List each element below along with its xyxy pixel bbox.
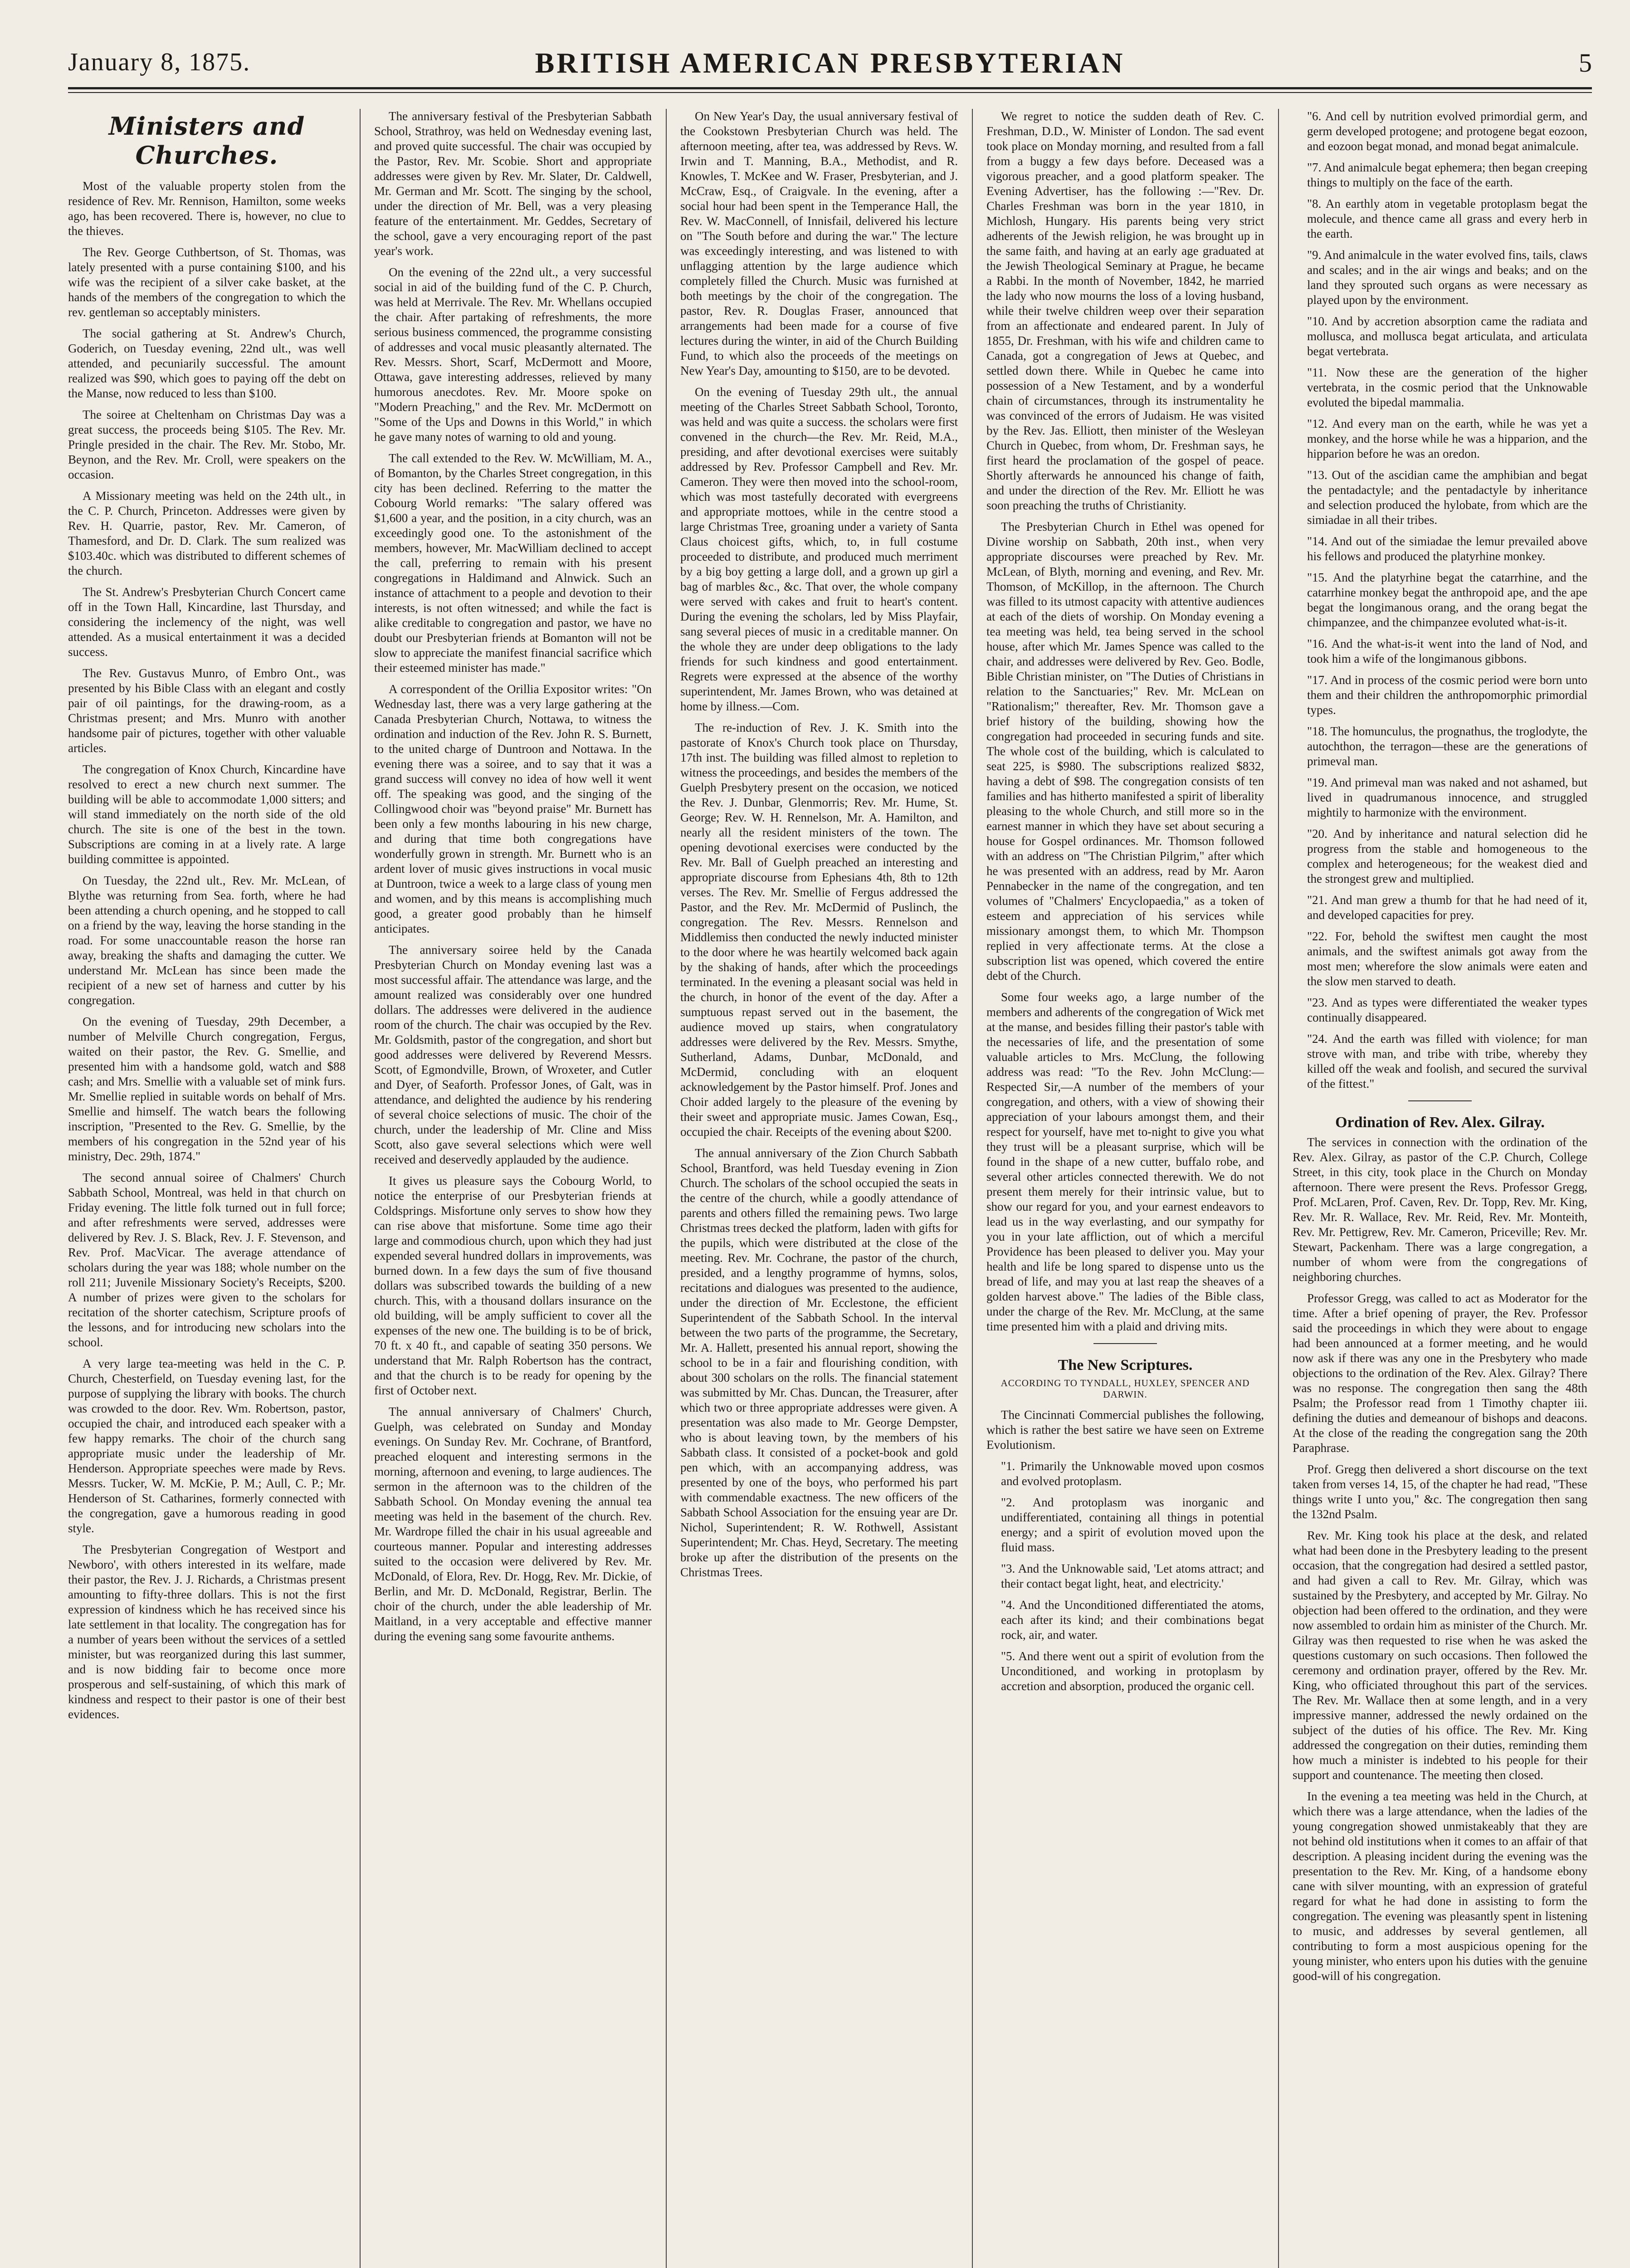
scripture-verse: "19. And primeval man was naked and not ashamed, but lived in quadrumanous innocence, and struggled mightily to harmonize with the environment. (1307, 776, 1587, 819)
scripture-verse: "4. And the Unconditioned differentiated the atoms, each after its kind; and their combinations begat rock, air, and water. (1001, 1598, 1264, 1642)
column-divider (1278, 109, 1279, 2268)
column-5 (1293, 109, 1587, 2268)
scripture-verse: "8. An earthly atom in vegetable protoplasm begat the molecule, and thence came all grass and every herb in the earth. (1307, 197, 1587, 240)
article-subheading: ACCORDING TO TYNDALL, HUXLEY, SPENCER AND DARWIN. (1000, 1378, 1250, 1400)
scripture-verse: "18. The homunculus, the prognathus, the troglodyte, the autochthon, the terragon—these are the generations of primeval man. (1307, 724, 1587, 768)
news-item: The anniversary soiree held by the Canada Presbyterian Church on Monday evening last was a most successful affair. The attendance was large, and the amount realized was considerably over one hundred dollars. The addresses were delivered in the audience room of the church. The chair was occupied by the Rev. Mr. Goldsmith, pastor of the congregation, and short but good addresses were delivered by Reverend Messrs. Scott, of Egmondville, Brown, of Wroxeter, and Cutler and Dyer, of Seaforth. Professor Jones, of Galt, was in attendance, and delighted the audience by his rendering of several choice selections of music. The choir of the church, under the leadership of Mr. Cline and Miss Scott, also gave several selections which were well received and deservedly applauded by the audience. (374, 943, 652, 1166)
scripture-verse: "16. And the what-is-it went into the land of Nod, and took him a wife of the longimanous gibbons. (1307, 637, 1587, 665)
news-item: On Tuesday, the 22nd ult., Rev. Mr. McLean, of Blythe was returning from Sea. forth, where he had been attending a church opening, and he stopped to call on a friend by the way, leaving the horse standing in the road. For some unaccountable reason the horse ran away, breaking the shafts and damaging the cutter. We understand Mr. McLean has since been made the recipient of a new set of harness and cutter by his congregation. (68, 874, 346, 1007)
news-item: The Rev. Gustavus Munro, of Embro Ont., was presented by his Bible Class with an elegant and costly pair of oil paintings, for the drawing-room, as a Christmas present; and Mrs. Munro with another handsome pair of pictures, together with other valuable articles. (68, 666, 346, 755)
scripture-verse: "2. And protoplasm was inorganic and undifferentiated, containing all things in potential energy; and a spirit of evolution moved upon the fluid mass. (1001, 1496, 1264, 1554)
scripture-verse: "5. And there went out a spirit of evolution from the Unconditioned, and working in protoplasm by accretion and absorption, produced the organic cell. (1001, 1649, 1264, 1693)
column-divider (972, 109, 973, 2268)
news-item: On the evening of Tuesday 29th ult., the annual meeting of the Charles Street Sabbath School, Toronto, was held and was quite a success. the scholars were first convened in the church—the Rev. Mr. Reid, M.A., presiding, and after devotional exercises were suitably addressed by Rev. Professor Campbell and Rev. Mr. Cameron. They were then moved into the school-room, which was most tastefully decorated with evergreens and appropriate mottoes, while in the centre stood a large Christmas Tree, groaning under a variety of Santa Claus choicest gifts, which, to, in full costume proceeded to distribute, and produced much merriment by a big boy getting a large doll, and a grown up girl a bag of marbles &c., &c. That over, the whole company were served with cakes and fruit to heart's content. During the evening the scholars, led by Miss Playfair, sang several pieces of music in a creditable manner. On the whole they are under deep obligations to the lady friends for such kindness and good entertainment. Regrets were expressed at the absence of the worthy superintendent, Mr. James Brown, who was detained at home by illness.—Com. (680, 385, 958, 713)
column-divider (666, 109, 667, 2268)
column-3 (680, 109, 958, 2268)
column-1 (68, 109, 346, 2268)
news-item: It gives us pleasure says the Cobourg World, to notice the enterprise of our Presbyterian friends at Coldsprings. Misfortune only serves to show how they can rise above that misfortune. Some time ago their large and commodious church, upon which they had just expended several hundred dollars in improvements, was burned down. In a few days the sum of five thousand dollars was subscribed towards the building of a new church. This, with a thousand dollars insurance on the old building, will be amply sufficient to cover all the expenses of the new one. The building is to be of brick, 70 ft. x 40 ft., and capable of seating 350 persons. We understand that Mr. Ralph Robertson has the contract, and that the church is to be ready for opening by the first of October next. (374, 1174, 652, 1397)
scripture-verse: "20. And by inheritance and natural selection did he progress from the stable and homogeneous to the complex and heterogeneous; for the weakest died and the strongest grew and multiplied. (1307, 827, 1587, 885)
scripture-verse: "12. And every man on the earth, while he was yet a monkey, and the horse while he was a hipparion, and the hipparion before he was an oredon. (1307, 417, 1587, 460)
news-item: Rev. Mr. King took his place at the desk, and related what had been done in the Presbytery leading to the present occasion, that the congregation had desired a settled pastor, and had given a call to Rev. Mr. Gilray, which was sustained by the Presbytery, and accepted by Mr. Gilray. No objection had been offered to the ordination, and they were now assembled to ordain him as minister of the Church. Mr. Gilray was then requested to rise when he was asked the questions customary on such occasions. Then followed the ceremony and ordination prayer, offered by the Rev. Mr. King, who officiated throughout this part of the services. The Rev. Mr. Wallace then at some length, and in a very impressive manner, addressed the newly ordained on the subject of the duties of his office. The Rev. Mr. King addressed the congregation on their duties, reminding them how much a minister is indebted to his people for their support and countenance. The meeting then closed. (1293, 1529, 1587, 1782)
scripture-verse: "6. And cell by nutrition evolved primordial germ, and germ developed protogene; and protogene begat eozoon, and eozoon begat monad, and monad begat animalcule. (1307, 109, 1587, 153)
news-item: A Missionary meeting was held on the 24th ult., in the C. P. Church, Princeton. Addresses were given by Rev. H. Quarrie, pastor, Rev. Mr. Cameron, of Thamesford, and Dr. D. Clark. The sum realized was $103.40c. which was distributed to different schemes of the church. (68, 489, 346, 577)
news-item: On New Year's Day, the usual anniversary festival of the Cookstown Presbyterian Church was held. The afternoon meeting, after tea, was addressed by Revs. W. Irwin and T. Manning, B.A., Methodist, and R. Knowles, T. McKee and W. Fraser, Presbyterian, and J. McCraw, Esq., of Craigvale. In the evening, after a social hour had been spent in the Temperance Hall, the Rev. W. MacConnell, of Innisfail, delivered his lecture on "The South before and during the war." The lecture was exceedingly interesting, and was listened to with unflagging attention by the large audience which completely filled the Church. Music was furnished at both meetings by the choir of the congregation. The pastor, Rev. R. Douglas Fraser, announced that arrangements had been made for a course of five lectures during the winter, in aid of the Church Building Fund, to which also the proceeds of the meetings on New Year's Day, amounting to $150, are to be devoted. (680, 109, 958, 377)
newspaper-title: BRITISH AMERICAN PRESBYTERIAN (535, 47, 1125, 79)
news-item: Most of the valuable property stolen from the residence of Rev. Mr. Rennison, Hamilton, some weeks ago, has been recovered. There is, however, no clue to the thieves. (68, 179, 346, 238)
page-number: 5 (1579, 48, 1592, 78)
article-heading: Ordination of Rev. Alex. Gilray. (1335, 1114, 1545, 1131)
scripture-verse: "11. Now these are the generation of the higher vertebrata, in the cosmic period that the Unknowable evoluted the bipedal mammalia. (1307, 366, 1587, 409)
news-item: The soiree at Cheltenham on Christmas Day was a great success, the proceeds being $105. The Rev. Mr. Pringle presided in the chair. The Rev. Mr. Stobo, Mr. Beynon, and the Rev. Mr. Croll, were speakers on the occasion. (68, 408, 346, 481)
masthead-rule (68, 87, 1592, 93)
news-item: The annual anniversary of Chalmers' Church, Guelph, was celebrated on Sunday and Monday evenings. On Sunday Rev. Mr. Cochrane, of Brantford, preached eloquent and interesting sermons in the morning, afternoon and evening, to large audiences. The sermon in the afternoon was to the children of the Sabbath School. On Monday evening the annual tea meeting was held in the basement of the church. Rev. Mr. Wardrope filled the chair in his usual agreeable and courteous manner. Popular and interesting addresses suited to the occasion were delivered by Rev. Mr. McDonald, of Elora, Rev. Dr. Hogg, Rev. Mr. Dickie, of Berlin, and Mr. D. McDonald, Registrar, Berlin. The choir of the church, under the able leadership of Mr. Maitland, in a very acceptable and effective manner during the evening sang some favourite anthems. (374, 1405, 652, 1643)
scripture-verse: "3. And the Unknowable said, 'Let atoms attract; and their contact begat light, heat, and electricity.' (1001, 1562, 1264, 1590)
news-item: The social gathering at St. Andrew's Church, Goderich, on Tuesday evening, 22nd ult., was well attended, and pecuniarily successful. The amount realized was $90, which goes to paying off the debt on the Manse, now reduced to less than $100. (68, 327, 346, 400)
news-item: The anniversary festival of the Presbyterian Sabbath School, Strathroy, was held on Wednesday evening last, and proved quite successful. The chair was occupied by the Pastor, Rev. Mr. Scobie. Short and appropriate addresses were given by Rev. Mr. Slater, Dr. Caldwell, Mr. German and Mr. Scott. The singing by the school, under the direction of Mr. Bell, was a very pleasing feature of the entertainment. Mr. Geddes, Secretary of the school, gave a very encouraging report of the past year's work. (374, 109, 652, 258)
scripture-verse: "22. For, behold the swiftest men caught the most animals, and the swiftest animals got away from the most men; wherefore the slow animals were eaten and the slow men starved to death. (1307, 929, 1587, 988)
news-item: A correspondent of the Orillia Expositor writes: "On Wednesday last, there was a very large gathering at the Canada Presbyterian Church, Nottawa, to witness the ordination and induction of the Rev. John R. S. Burnett, to the united charge of Duntroon and Nottawa. In the evening there was a soiree, and to say that it was a grand success will convey no idea of how well it went off. The speaking was good, and the singing of the Collingwood choir was "beyond praise" Mr. Burnett has been only a few months labouring in his new charge, and during that time both congregations have wonderfully grown in strength. Mr. Burnett who is an ardent lover of music gives instructions in vocal music at Duntroon, twice a week to a large class of young men and women, and by this means is accomplishing much good, a greater good probably than he himself anticipates. (374, 682, 652, 935)
section-heading: Ministers and Churches. (108, 112, 305, 170)
news-item: Professor Gregg, was called to act as Moderator for the time. After a brief opening of prayer, the Rev. Professor said the proceedings in which they were about to engage had been announced at a former meeting, and he would now ask if there was any one in the Presbytery who made objections to the ordination of the Rev. Alex. Gilray? There was no response. The congregation then sang the 48th Psalm; the Professor read from 1 Timothy chapter iii. defining the duties and demeanour of bishops and deacons. At the close of the reading the congregation sang the 20th Paraphrase. (1293, 1291, 1587, 1455)
news-item: In the evening a tea meeting was held in the Church, at which there was a large attendance, when the ladies of the young congregation showed unmistakeably that they are not behind old institutions when it comes to an affair of that description. A pleasing incident during the evening was the presentation to the Rev. Mr. King, of a handsome ebony cane with silver mounting, with an expression of grateful regard for what he had done in assisting to form the congregation. The evening was pleasantly spent in listening to music, and addresses by several gentlemen, all contributing to form a most auspicious opening for the young minister, who enters upon his duties with the genuine good-will of his congregation. (1293, 1789, 1587, 1983)
article-divider (1093, 1343, 1157, 1344)
news-item: The call extended to the Rev. W. McWilliam, M. A., of Bomanton, by the Charles Street congregation, in this city has been declined. Referring to the matter the Cobourg World remarks: "The salary offered was $1,600 a year, and the position, in a city church, was an exceedingly good one. To the astonishment of the members, however, Mr. MacWilliam declined to accept the call, preferring to remain with his present congregations in Haldimand and Alnwick. Such an instance of attachment to a people and devotion to their interests, is not often witnessed; and while the fact is alike creditable to congregation and pastor, we have no doubt our Presbyterian friends at Bomanton will not be slow to appreciate the manifest financial sacrifice which their esteemed minister has made." (374, 451, 652, 675)
issue-date: January 8, 1875. (68, 48, 251, 76)
scripture-verse: "13. Out of the ascidian came the amphibian and begat the pentadactyle; and the pentadactyle by inheritance and selection produced the hylobate, from which are the simiadae in all their tribes. (1307, 468, 1587, 527)
news-item: We regret to notice the sudden death of Rev. C. Freshman, D.D., W. Minister of London. The sad event took place on Monday morning, and resulted from a fall from a buggy a few days before. Deceased was a vigorous preacher, and a good platform speaker. The Evening Advertiser, has the following :—"Rev. Dr. Charles Freshman was born in the year 1810, in Michlosh, Hungary. His parents being very strict adherents of the Jewish religion, he was brought up in the same faith, and having at an early age graduated at the Jewish Theological Seminary at Prague, he became a Rabbi. In the month of November, 1842, he married the lady who now mourns the loss of a loving husband, while their twelve children weep over their separation from an affectionate and endeared parent. In July of 1855, Dr. Freshman, with his wife and children came to Canada, got a congregation of Jews at Quebec, and settled down there. While in Quebec he came into possession of a New Testament, and by a wonderful chain of circumstances, through its instrumentality he was convinced of the errors of Judaism. He was visited by the Rev. Jas. Elliott, then minister of the Wesleyan Church in Quebec, from whom, Dr. Freshman says, he first heard the proclamation of the gospel of peace. Shortly afterwards he announced his change of faith, and under the direction of the Rev. Mr. Elliott he was soon preaching the truths of Christianity. (986, 109, 1264, 512)
article-intro: The Cincinnati Commercial publishes the following, which is rather the best satire we have seen on Extreme Evolutionism. (986, 1408, 1264, 1452)
scripture-verse: "17. And in process of the cosmic period were born unto them and their children the anthropomorphic primordial types. (1307, 673, 1587, 717)
news-item: The Rev. George Cuthbertson, of St. Thomas, was lately presented with a purse containing $100, and his wife was the recipient of a silver cake basket, at the hands of the members of the congregation to which the rev. gentleman so acceptably ministers. (68, 245, 346, 319)
scripture-verse: "7. And animalcule begat ephemera; then began creeping things to multiply on the face of the earth. (1307, 161, 1587, 189)
news-item: The St. Andrew's Presbyterian Church Concert came off in the Town Hall, Kincardine, last Thursday, and considering the inclemency of the night, was well attended. As a musical entertainment it was a decided success. (68, 585, 346, 659)
article-heading: The New Scriptures. (1058, 1357, 1193, 1374)
scripture-verse: "1. Primarily the Unknowable moved upon cosmos and evolved protoplasm. (1001, 1459, 1264, 1488)
news-item: Prof. Gregg then delivered a short discourse on the text taken from verses 14, 15, of the chapter he had read, "These things write I unto you," &c. The congregation then sang the 132nd Psalm. (1293, 1462, 1587, 1521)
scripture-verse: "23. And as types were differentiated the weaker types continually disappeared. (1307, 996, 1587, 1024)
scripture-verse: "9. And animalcule in the water evolved fins, tails, claws and scales; and in the air wings and beaks; and on the land they sprouted such organs as were necessary as played upon by the environment. (1307, 248, 1587, 307)
news-item: The services in connection with the ordination of the Rev. Alex. Gilray, as pastor of the C.P. Church, College Street, in this city, took place in the Church on Monday afternoon. There were present the Revs. Professor Gregg, Prof. McLaren, Prof. Caven, Rev. Dr. Topp, Rev. Mr. King, Rev. Mr. R. Wallace, Rev. Mr. Reid, Rev. Mr. Monteith, Rev. Mr. Pettigrew, Rev. Mr. Cameron, Priceville; Rev. Mr. Stewart, Packenham. There was a large congregation, a number of whom were from the congregations of neighboring churches. (1293, 1135, 1587, 1284)
news-item: The congregation of Knox Church, Kincardine have resolved to erect a new church next summer. The building will be able to accommodate 1,000 sitters; and will stand immediately on the north side of the old church. The site is one of the best in the town. Subscriptions are coming in at a lively rate. A large building committee is appointed. (68, 763, 346, 866)
scripture-verse: "15. And the platyrhine begat the catarrhine, and the catarrhine monkey begat the anthropoid ape, and the ape begat the longimanous orang, and the orang begat the chimpanzee, and the chimpanzee evoluted what-is-it. (1307, 571, 1587, 629)
article-divider (1408, 1100, 1472, 1101)
news-item: The Presbyterian Congregation of Westport and Newboro', with others interested in its welfare, made their pastor, the Rev. J. J. Richards, a Christmas present amounting to fifty-three dollars. This is not the first expression of kindness which he has received since his late settlement in that locality. The congregation has for a number of years been without the services of a settled minister, but was reorganized during this last summer, and is now bidding fair to become once more prosperous and self-sustaining, of which this mark of kindness and respect to their pastor is one of their best evidences. (68, 1543, 346, 1721)
scripture-verse: "10. And by accretion absorption came the radiata and mollusca, and mollusca begat articulata, and articulata begat vertebrata. (1307, 314, 1587, 358)
column-divider (360, 109, 361, 2268)
news-item: On the evening of the 22nd ult., a very successful social in aid of the building fund of the C. P. Church, was held at Merrivale. The Rev. Mr. Whellans occupied the chair. After partaking of refreshments, the more serious business commenced, the programme consisting of addresses and vocal music pleasantly alternated. The Rev. Messrs. Short, Scarf, McDermott and Moore, Ottawa, gave interesting addresses, relieved by many humorous anecdotes. Rev. Mr. Moore spoke on "Modern Preaching," and the Rev. Mr. McDermott on "Some of the Ups and Downs in this World," in which he gave many notes of warning to old and young. (374, 265, 652, 444)
column-4 (986, 109, 1264, 2268)
news-item: The second annual soiree of Chalmers' Church Sabbath School, Montreal, was held in that church on Friday evening. The little folk turned out in full force; and after refreshments were served, addresses were delivered by Rev. J. S. Black, Rev. J. F. Stevenson, and Rev. Prof. MacVicar. The average attendance of scholars during the year was 188; whole number on the roll 211; Juvenile Missionary Society's Receipts, $200. A number of prizes were given to the scholars for recitation of the shorter catechism, Scripture proofs of the lessons, and for introducing new scholars into the school. (68, 1171, 346, 1349)
column-2 (374, 109, 652, 2268)
news-item: On the evening of Tuesday, 29th December, a number of Melville Church congregation, Fergus, waited on their pastor, the Rev. G. Smellie, and presented him with a handsome gold, watch and $88 cash; and Mrs. Smellie with a valuable set of mink furs. Mr. Smellie replied in suitable words on behalf of Mrs. Smellie and himself. The watch bears the following inscription, "Presented to the Rev. G. Smellie, by the members of his congregation in the 52nd year of his ministry, Dec. 29th, 1874." (68, 1015, 346, 1163)
masthead (68, 23, 1592, 95)
news-item: The annual anniversary of the Zion Church Sabbath School, Brantford, was held Tuesday evening in Zion Church. The scholars of the school occupied the seats in the centre of the church, while a goodly attendance of parents and others filled the remaining pews. Two large Christmas trees decked the platform, laden with gifts for the pupils, which were distributed at the close of the meeting. Rev. Mr. Cochrane, the pastor of the church, presided, and a lengthy programme of hymns, solos, recitations and dialogues was presented to the audience, under the direction of Mr. Ecclestone, the efficient Superintendent of the Sabbath School. In the interval between the two parts of the programme, the Secretary, Mr. A. Hallett, presented his annual report, showing the school to be in a fair and flourishing condition, with about 300 scholars on the rolls. The financial statement was submitted by Mr. Chas. Duncan, the Treasurer, after which two or three appropriate addresses were given. A presentation was also made to Mr. George Dempster, who is about leaving town, by the members of his Sabbath class. It consisted of a pocket-book and gold pen which, with an accompanying address, was presented by one of the boys, who performed his part with commendable exactness. The new officers of the Sabbath School Association for the ensuing year are Dr. Nichol, Superintendent; R. W. Rothwell, Assistant Superintendent; Mr. Chas. Heyd, Secretary. The meeting broke up after the distribution of the presents on the Christmas Trees. (680, 1146, 958, 1579)
scripture-verse: "14. And out of the simiadae the lemur prevailed above his fellows and produced the platyrhine monkey. (1307, 534, 1587, 563)
news-item: Some four weeks ago, a large number of the members and adherents of the congregation of Wick met at the manse, and besides filling their pastor's table with the necessaries of life, and the presentation of some valuable articles to Mrs. McClung, the following address was read: "To the Rev. John McClung:—Respected Sir,—A number of the members of your congregation, and others, with a view of showing their appreciation of your labours amongst them, and their respect for yourself, have met to-night to give you what they trust will be a pleasant surprise, which will be found in the shape of a new cutter, buffalo robe, and several other articles connected therewith. We do not present them merely for their intrinsic value, but to show our regard for you, and your earnest endeavors to lead us in the way everlasting, and our sympathy for you in your late affliction, out of which a merciful Providence has been pleased to deliver you. May your health and life be long spared to dispense unto us the bread of life, and may you at last reap the sheaves of a golden harvest above." The ladies of the Bible class, under the charge of the Rev. Mr. McClung, at the same time presented him with a plaid and driving mits. (986, 990, 1264, 1333)
scripture-verse: "21. And man grew a thumb for that he had need of it, and developed capacities for prey. (1307, 893, 1587, 922)
scripture-verse: "24. And the earth was filled with violence; for man strove with man, and tribe with tribe, whereby they killed off the weak and foolish, and secured the survival of the fittest." (1307, 1032, 1587, 1090)
news-item: The Presbyterian Church in Ethel was opened for Divine worship on Sabbath, 20th inst., when very appropriate discourses were preached by Rev. Mr. McLean, of Blyth, morning and evening, and Rev. Mr. Thomson, of McKillop, in the afternoon. The Church was filled to its utmost capacity with attentive audiences at each of the diets of worship. On Monday evening a tea meeting was held, tea being served in the school house, after which Mr. James Spence was called to the chair, and addresses were delivered by Rev. Geo. Bodle, Bible Christian minister, on "The Duties of Christians in relation to the Sanctuaries;" Rev. Mr. McLean on "Rationalism;" thereafter, Rev. Mr. Thomson gave a brief history of the building, showing how the congregation had proceeded in securing funds and site. The whole cost of the building, which is calculated to seat 225, is $980. The subscriptions realized $832, having a debt of $98. The congregation consists of ten families and has hitherto manifested a spirit of liberality pleasing to the whole Church, and still more so in the earnest manner in which they have set about securing a house for Gospel ordinances. Mr. Thomson followed with an address on "The Christian Pilgrim," after which he was presented with an address, read by Mr. Aaron Pennabecker in the name of the congregation, and ten volumes of "Chalmers' Encyclopaedia," as a token of esteem and appreciation of his services while missionary amongst them, to which Mr. Thompson replied in very affectionate terms. At the close a subscription list was opened, which covered the entire debt of the Church. (986, 520, 1264, 982)
news-item: A very large tea-meeting was held in the C. P. Church, Chesterfield, on Tuesday evening last, for the purpose of supplying the library with books. The church was crowded to the door. Rev. Wm. Robertson, pastor, occupied the chair, and introduced each speaker with a few happy remarks. The choir of the church sang appropriate music under the leadership of Mr. Henderson. Appropriate speeches were made by Revs. Messrs. Tucker, W. M. McKie, P. M.; Aull, C. P.; Mr. Henderson of St. Catharines, formerly connected with the congregation, gave a humorous reading in good style. (68, 1357, 346, 1535)
news-item: The re-induction of Rev. J. K. Smith into the pastorate of Knox's Church took place on Thursday, 17th inst. The building was filled almost to repletion to witness the proceedings, and besides the members of the Guelph Presbytery present on the occasion, we noticed the Rev. J. Dunbar, Glenmorris; Rev. Mr. Hume, St. George; Rev. W. H. Rennelson, Mr. A. Hamilton, and nearly all the resident ministers of the town. The opening devotional exercises were conducted by the Rev. Mr. Ball of Guelph preached an interesting and appropriate discourse from Ephesians 4th, 8th to 12th verses. The Rev. Mr. Smellie of Fergus addressed the Pastor, and the Rev. Mr. McDermid of Puslinch, the congregation. The Rev. Messrs. Rennelson and Middlemiss then conducted the newly inducted minister to the door where he was heartily welcomed back again by the shaking of hands, after which the proceedings terminated. In the evening a pleasant social was held in the church, in honor of the event of the day. After a sumptuous repast served out in the basement, the audience moved up stairs, when congratulatory addresses were delivered by the Rev. Messrs. Smythe, Sutherland, Adams, Dunbar, McDonald, and McDermid, concluding with an eloquent acknowledgement by the Pastor himself. Prof. Jones and Choir added largely to the pleasure of the evening by their sweet and appropriate music. James Cowan, Esq., occupied the chair. Receipts of the evening about $200. (680, 721, 958, 1139)
